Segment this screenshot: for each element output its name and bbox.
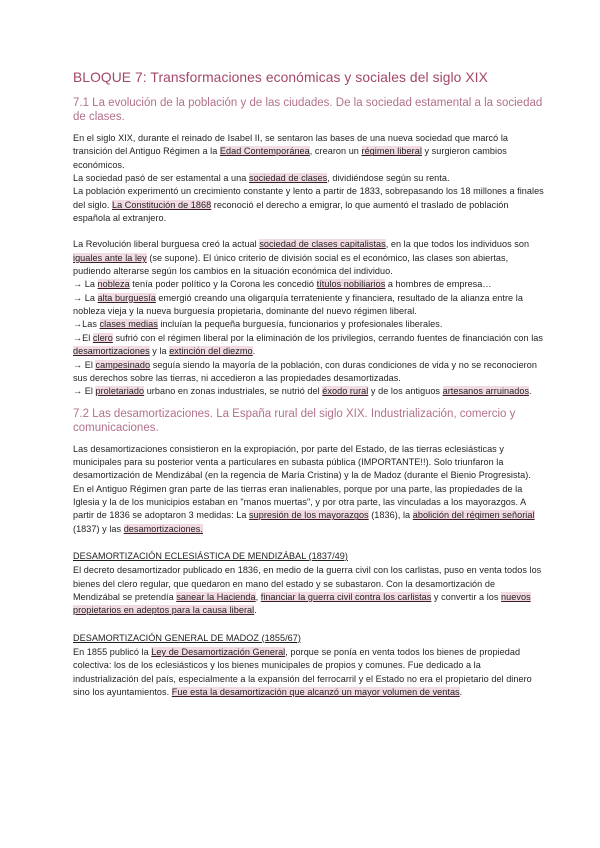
highlight-mayor-volumen-ventas: Fue esta la desamortización que alcanzó un mayor volumen de ventas	[171, 687, 460, 698]
highlight-financiar-guerra: financiar la guerra civil contra los carlistas	[260, 591, 432, 602]
bullet-clero	[73, 332, 544, 359]
highlight-sociedad-de-clases: sociedad de clases	[248, 173, 328, 184]
text-run: , dividiéndose según su renta.	[327, 173, 450, 184]
paragraph-antiguo-regimen	[73, 483, 544, 536]
text-run: El decreto desamortizador publicado en 1836, en medio de la guerra civil con los carlistas, puso en venta todos los bienes del clero regular, que quedaron en mano del estado y se subastaron. Con la desamortización de Mendizábal se pretendía	[73, 565, 542, 602]
text-run: .	[459, 687, 463, 698]
section-heading-7-1: 7.1 La evolución de la población y de las ciudades. De la sociedad estamental a la sociedad de clases.	[73, 97, 543, 123]
subheading-madoz-text: DESAMORTIZACIÓN GENERAL DE MADOZ (1855/67)	[73, 632, 301, 643]
text-run: , porque se ponía en venta todos los bienes de propiedad colectiva: los de los eclesiásticos y los bienes municipales de propios y comunes. Fue dedicado a la industrialización del país, especialmente a la expansión del ferrocarril y el Estado no era el propietario del dinero sino los ayuntamientos.	[73, 647, 532, 698]
highlight-extincion-diezmo: extinción del diezmo	[169, 346, 253, 357]
highlight-alta-burguesia: alta burguesía	[97, 292, 156, 303]
text-run: →Las	[73, 319, 100, 330]
highlight-abolicion-regimen-senorial: abolición del régimen señorial	[412, 510, 535, 521]
text-run: → El	[73, 386, 96, 397]
bullet-proletariado	[73, 385, 544, 398]
highlight-campesinado: campesinado	[95, 359, 151, 370]
paragraph-mendizabal	[73, 564, 544, 617]
highlight-nuevos-propietarios: nuevos propietarios en adeptos para la causa liberal	[73, 591, 531, 616]
highlight-proletariado: proletariado	[95, 386, 145, 397]
text-run: → La	[73, 292, 98, 303]
paragraph-sociedad	[73, 172, 544, 185]
text-run: emergió creando una oligarquía terrateniente y financiera, resultado de la alianza entre la nobleza vieja y la nueva burguesía propietaria, dominante del nuevo régimen liberal.	[73, 292, 523, 317]
text-run: .	[529, 386, 532, 397]
spacer	[73, 225, 544, 238]
highlight-constitucion-1868: La Constitución de 1868	[111, 199, 212, 210]
highlight-artesanos-arruinados: artesanos arruinados	[442, 386, 530, 397]
paragraph-desamortizaciones: Las desamortizaciones consistieron en la expropiación, por parte del Estado, de las tierras eclesiásticas y municipales para su posterior venta a particulares en subasta pública (IMPORTANTE!!). Solo triunfaron la desamortización de Mendizábal (en la regencia de María Cristina) y la de Madoz (durante el Bienio Progresista).	[73, 443, 531, 481]
bullet-campesinado	[73, 359, 544, 386]
highlight-nobleza: nobleza	[97, 279, 130, 290]
paragraph-poblacion	[73, 185, 544, 225]
text-run: En 1855 publicó la	[73, 647, 152, 657]
text-run: (1837) y las	[73, 523, 124, 534]
text-run: La población experimentó un crecimiento constante y lento a partir de 1833, sobrepasando los 18 millones a finales del siglo.	[73, 186, 544, 210]
text-run: a hombres de empresa…	[385, 279, 492, 290]
subheading-mendizabal	[73, 550, 544, 563]
highlight-ley-desamortizacion-general: Ley de Desamortización General	[151, 647, 286, 657]
text-run: (se supone). El único criterio de división social es el económico, las clases son abiertas, pudiendo alterarse según los cambios en la situación económica del individuo.	[73, 252, 509, 277]
spacer	[73, 618, 544, 626]
bullet-clases-medias	[73, 318, 544, 331]
subheading-mendizabal-text: DESAMORTIZACIÓN ECLESIÁSTICA DE MENDIZÁBAL (1837/49)	[73, 550, 348, 561]
bullet-nobleza	[73, 278, 544, 291]
text-run: y convertir a los	[431, 591, 502, 602]
paragraph-madoz	[73, 646, 544, 699]
text-run: ,	[255, 591, 261, 602]
text-run: → La	[73, 279, 98, 290]
text-run: → El	[73, 359, 96, 370]
highlight-titulos-nobiliarios: títulos nobiliarios	[316, 279, 386, 290]
text-run: La Revolución liberal burguesa creó la actual	[73, 239, 260, 250]
text-run: (1836), la	[368, 510, 413, 521]
text-run: incluían la pequeña burguesía, funcionarios y profesionales liberales.	[157, 319, 443, 330]
highlight-sanear-hacienda: sanear la Hacienda	[176, 591, 256, 602]
paragraph-intro	[73, 132, 544, 172]
highlight-clases-medias: clases medias	[99, 319, 158, 330]
text-run: La sociedad pasó de ser estamental a una	[73, 173, 249, 184]
text-run: sufrió con el régimen liberal por la eliminación de los privilegios, cerrando fuentes de financiación con las	[112, 332, 543, 343]
text-run: y la	[149, 346, 170, 357]
highlight-clero: clero	[92, 332, 113, 343]
section-heading-7-2: 7.2 Las desamortizaciones. La España rural del siglo XIX. Industrialización, comercio y comunicaciones.	[73, 407, 516, 434]
text-run: , en la que todos los individuos son	[385, 239, 530, 250]
highlight-desamortizaciones: desamortizaciones	[73, 346, 150, 357]
highlight-desamortizaciones-2: desamortizaciones.	[123, 523, 203, 534]
text-run: .	[254, 605, 257, 616]
text-run: y surgieron cambios económicos.	[73, 146, 507, 170]
spacer	[73, 536, 544, 544]
text-run: En el Antiguo Régimen gran parte de las tierras eran inalienables, porque por una parte, las propiedades de la Iglesia y la de los municipios estaban en "manos muertas", y por otra parte, las vinculadas a los mayorazgos. A partir de 1836 se adoptaron 3 medidas: La	[73, 483, 526, 521]
bullet-alta-burguesia	[73, 292, 544, 319]
spacer	[73, 399, 544, 407]
text-run: →El	[73, 332, 93, 343]
highlight-iguales-ante-la-ley: iguales ante la ley	[73, 252, 147, 263]
highlight-edad-contemporanea: Edad Contemporánea	[219, 146, 310, 157]
highlight-exodo-rural: éxodo rural	[322, 386, 369, 397]
text-run: , crearon un	[309, 146, 362, 157]
text-run: y de los antiguos	[368, 386, 443, 397]
text-run: .	[252, 346, 256, 357]
highlight-regimen-liberal: régimen liberal	[361, 146, 422, 157]
document-title: BLOQUE 7: Transformaciones económicas y sociales del siglo XIX	[73, 70, 488, 85]
text-run: seguía siendo la mayoría de la población, con duras condiciones de vida y no se reconocieron sus derechos sobre las tierras, ni accedieron a las propiedades desamortizadas.	[73, 359, 537, 383]
text-run: reconoció el derecho a emigrar, lo que aumentó el traslado de población española al extranjero.	[73, 199, 509, 224]
text-run: En el siglo XIX, durante el reinado de Isabel II, se sentaron las bases de una nueva sociedad que marcó la transición del Antiguo Régimen a la	[73, 133, 509, 157]
highlight-supresion-mayorazgos: supresión de los mayorazgos	[249, 510, 369, 521]
highlight-sociedad-capitalista: sociedad de clases capitalistas	[259, 239, 386, 250]
subheading-madoz	[73, 632, 544, 645]
text-run: urbano en zonas industriales, se nutrió del	[144, 386, 323, 397]
paragraph-revolucion-liberal	[73, 238, 544, 278]
text-run: tenía poder político y la Corona les concedió	[129, 279, 317, 290]
